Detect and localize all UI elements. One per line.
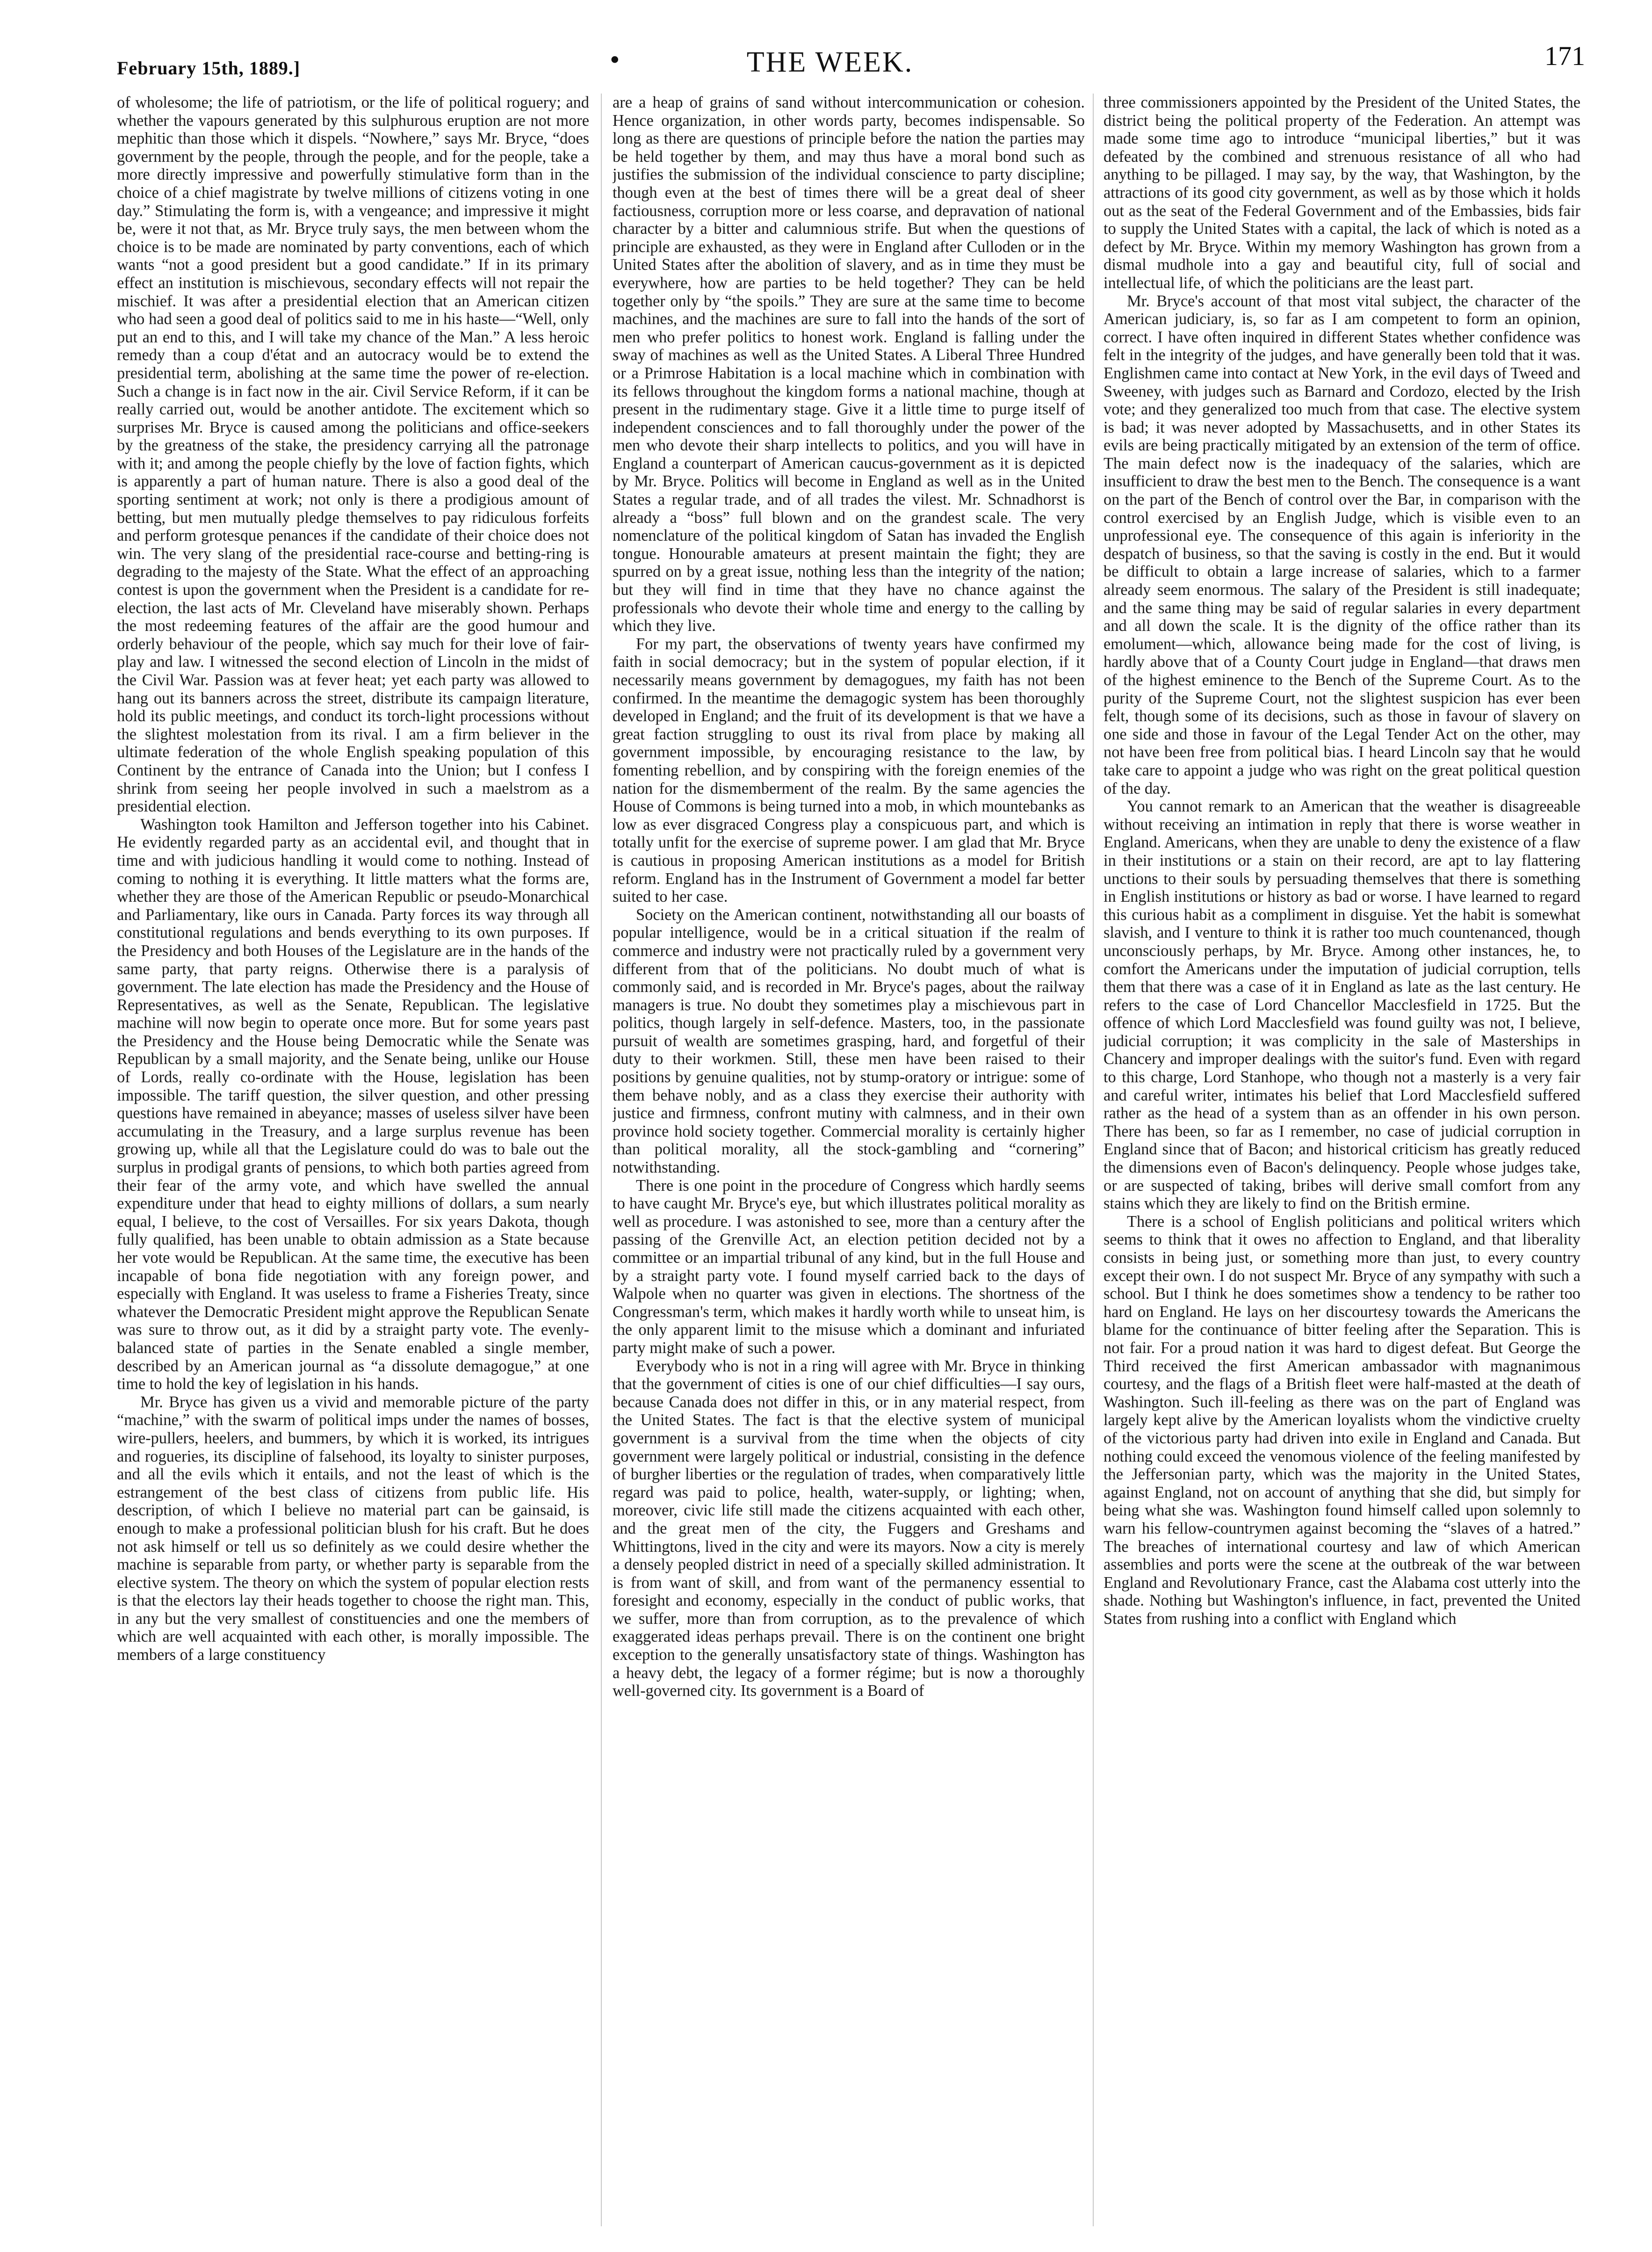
paragraph: Society on the American continent, notwithstanding all our boasts of popular intelligence, would be in a critical situation if the realm of commerce and industry were not practically ruled by a government very different from that of the politicians. No doubt much of what is commonly said, and is recorded in Mr. Bryce's pages, about the railway managers is true. No doubt they sometimes play a mischievous part in politics, though largely in self-defence. Masters, too, in the passionate pursuit of wealth are sometimes grasping, hard, and forgetful of their duty to their workmen. Still, these men have been raised to their positions by genuine qualities, not by stump-oratory or intrigue: some of them behave nobly, and as a class they exercise their authority with justice and firmness, confront mutiny with calmness, and in their own province hold society together. Commercial morality is certainly higher than political morality, all the stock-gambling and “cornering” notwithstanding.: [613, 905, 1085, 1177]
page-number: 171: [1544, 41, 1585, 71]
paragraph: Washington took Hamilton and Jefferson together into his Cabinet. He evidently regarded party as an accidental evil, and thought that in time and with judicious handling it would come to nothing. Instead of coming to nothing it is everything. It little matters what the forms are, whether they are those of the American Republic or pseudo-Monarchical and Parliamentary, like ours in Canada. Party forces its way through all constitutional regulations and bends everything to its own purposes. If the Presidency and both Houses of the Legislature are in the hands of the same party, that party reigns. Otherwise there is a paralysis of government. The late election has made the Presidency and the House of Representatives, as well as the Senate, Republican. The legislative machine will now begin to operate once more. But for some years past the Presidency and the House being Democratic while the Senate was Republican by a small majority, and the Senate being, unlike our House of Lords, really co-ordinate with the House, legislation has been impossible. The tariff question, the silver question, and other pressing questions have remained in abeyance; masses of useless silver have been accumulating in the Treasury, and a large surplus revenue has been growing up, while all that the Legislature could do was to bale out the surplus in prodigal grants of pensions, to which both parties agreed from their fear of the army vote, and which have swelled the annual expenditure under that head to eighty millions of dollars, a sum nearly equal, I believe, to the cost of Versailles. For six years Dakota, though fully qualified, has been unable to obtain admission as a State because her vote would be Republican. At the same time, the executive has been incapable of bona fide negotiation with any foreign power, and especially with England. It was useless to frame a Fisheries Treaty, since whatever the Democratic President might approve the Republican Senate was sure to throw out, as it did by a straight party vote. The evenly-balanced state of parties in the Senate enabled a single member, described by an American journal as “a dissolute demagogue,” at one time to hold the key of legislation in his hands.: [117, 815, 589, 1393]
publication-title: THE WEEK.: [746, 46, 914, 78]
paragraph: Mr. Bryce's account of that most vital subject, the character of the American judiciary, is, so far as I am competent to form an opinion, correct. I have often inquired in different States whether confidence was felt in the integrity of the judges, and have generally been told that it was. Englishmen came into contact at New York, in the evil days of Tweed and Sweeney, with judges such as Barnard and Cordozo, elected by the Irish vote; and they generalized too much from that case. The elective system is bad; it was never adopted by Massachusetts, and in other States its evils are being practically mitigated by an extension of the term of office. The main defect now is the inadequacy of the salaries, which are insufficient to draw the best men to the Bench. The consequence is a want on the part of the Bench of control over the Bar, in comparison with the control exercised by an English Judge, which is visible even to an unprofessional eye. The consequence of this again is inferiority in the despatch of business, so that the saving is costly in the end. But it would be difficult to obtain a large increase of salaries, which to a farmer already seem enormous. The salary of the President is still inadequate; and the same thing may be said of regular salaries in every department and all down the scale. It is the dignity of the office rather than its emolument—which, allowance being made for the cost of living, is hardly above that of a County Court judge in England—that draws men of the highest eminence to the Bench of the Supreme Court. As to the purity of the Supreme Court, not the slightest suspicion has ever been felt, though some of its decisions, such as those in favour of slavery on one side and those in favour of the Legal Tender Act on the other, may not have been free from political bias. I heard Lincoln say that he would take care to appoint a judge who was right on the great political question of the day.: [1104, 292, 1580, 797]
text-column-middle: [613, 94, 1085, 2217]
paragraph: Mr. Bryce has given us a vivid and memorable picture of the party “machine,” with the swarm of political imps under the names of bosses, wire-pullers, heelers, and bummers, by which it is worked, its intrigues and rogueries, its discipline of falsehood, its loyalty to sinister purposes, and all the evils which it entails, and not the least of which is the estrangement of the best class of citizens from public life. His description, of which I believe no material part can be gainsaid, is enough to make a professional politician blush for his craft. But he does not ask himself or tell us so definitely as we could desire whether the machine is separable from party, or whether party is separable from the elective system. The theory on which the system of popular election rests is that the electors lay their heads together to choose the right man. This, in any but the very smallest of constituencies and one the members of which are well acquainted with each other, is morally impossible. The members of a large constituency: [117, 1393, 589, 1664]
column-divider: [1093, 94, 1094, 2226]
text-column-right: [1104, 94, 1580, 2217]
paragraph: Everybody who is not in a ring will agree with Mr. Bryce in thinking that the government of cities is one of our chief difficulties—I say ours, because Canada does not differ in this, or in any material respect, from the United States. The fact is that the elective system of municipal government is a survival from the time when the objects of city government were largely political or industrial, consisting in the defence of burgher liberties or the regulation of trades, when comparatively little regard was paid to police, health, water-supply, or lighting; when, moreover, civic life still made the citizens acquainted with each other, and the great men of the city, the Fuggers and Greshams and Whittingtons, lived in the city and were its mayors. Now a city is merely a densely peopled district in need of a specially skilled administration. It is from want of skill, and from want of the permanency essential to foresight and economy, especially in the conduct of public works, that we suffer, more than from corruption, as to the prevalence of which exaggerated ideas perhaps prevail. There is on the continent one bright exception to the generally unsatisfactory state of things. Washington has a heavy debt, the legacy of a former régime; but is now a thoroughly well-governed city. Its government is a Board of: [613, 1357, 1085, 1700]
column-divider: [601, 94, 602, 2226]
paragraph: of wholesome; the life of patriotism, or the life of political roguery; and whether the vapours generated by this sulphurous eruption are not more mephitic than those which it dispels. “Nowhere,” says Mr. Bryce, “does government by the people, through the people, and for the people, take a more directly impressive and powerfully stimulative form than in the choice of a chief magistrate by twelve millions of citizens voting in one day.” Stimulating the form is, with a vengeance; and impressive it might be, were it not that, as Mr. Bryce truly says, the men between whom the choice is to be made are nominated by party conventions, each of which wants “not a good president but a good candidate.” If in its primary effect an institution is mischievous, secondary effects will not repair the mischief. It was after a presidential election that an American citizen who had seen a good deal of politics said to me in his haste—“Well, only put an end to this, and I will take my chance of the Man.” A less heroic remedy than a coup d'état and an autocracy would be to extend the presidential term, abolishing at the same time the power of re-election. Such a change is in fact now in the air. Civil Service Reform, if it can be really carried out, would be another antidote. The excitement which so surprises Mr. Bryce is caused among the politicians and office-seekers by the greatness of the stake, the presidency carrying all the patronage with it; and among the people chiefly by the love of faction fights, which is apparently a part of human nature. There is also a good deal of the sporting sentiment at work; not only is there a prodigious amount of betting, but men mutually pledge themselves to pay ridiculous forfeits and perform grotesque penances if the candidate of their choice does not win. The very slang of the presidential race-course and betting-ring is degrading to the majesty of the State. What the effect of an approaching contest is upon the government when the President is a candidate for re-election, the last acts of Mr. Cleveland have miserably shown. Perhaps the most redeeming features of the affair are the good humour and orderly behaviour of the people, which say much for their love of fair-play and law. I witnessed the second election of Lincoln in the midst of the Civil War. Passion was at fever heat; yet each party was allowed to hang out its banners across the street, distribute its campaign literature, hold its public meetings, and conduct its torch-light processions without the slightest molestation from its rival. I am a firm believer in the ultimate federation of the whole English speaking population of this Continent by the entrance of Canada into the Union; but I confess I shrink from seeing her people involved in such a maelstrom as a presidential election.: [117, 94, 589, 816]
paragraph: There is one point in the procedure of Congress which hardly seems to have caught Mr. Bryce's eye, but which illustrates political morality as well as procedure. I was astonished to see, more than a century after the passing of the Grenville Act, an election petition decided not by a committee or an impartial tribunal of any kind, but in the full House and by a straight party vote. I found myself carried back to the days of Walpole when no quarter was given in elections. The shortness of the Congressman's term, which makes it hardly worth while to unseat him, is the only apparent limit to the misuse which a dominant and infuriated party might make of such a power.: [613, 1176, 1085, 1357]
paragraph: three commissioners appointed by the President of the United States, the district being the political property of the Federation. An attempt was made some time ago to introduce “municipal liberties,” but it was defeated by the combined and strenuous resistance of all who had anything to be pillaged. I may say, by the way, that Washington, by the attractions of its good city government, as well as by those which it holds out as the seat of the Federal Government and of the Embassies, bids fair to supply the United States with a capital, the lack of which is noted as a defect by Mr. Bryce. Within my memory Washington has grown from a dismal mudhole into a gay and beautiful city, full of social and intellectual life, of which the politicians are the least part.: [1104, 94, 1580, 292]
paragraph: You cannot remark to an American that the weather is disagreeable without receiving an intimation in reply that there is worse weather in England. Americans, when they are unable to deny the existence of a flaw in their institutions or a stain on their record, are apt to lay flattering unctions to their souls by persuading themselves that there is something in English institutions or history as bad or worse. I have learned to regard this curious habit as a compliment in disguise. Yet the habit is somewhat slavish, and I venture to think it is rather too much countenanced, though unconsciously perhaps, by Mr. Bryce. Among other instances, he, to comfort the Americans under the imputation of judicial corruption, tells them that there was a case of it in England as late as the last century. He refers to the case of Lord Chancellor Macclesfield in 1725. But the offence of which Lord Macclesfield was found guilty was not, I believe, judicial corruption; it was complicity in the sale of Masterships in Chancery and improper dealings with the suitor's fund. Even with regard to this charge, Lord Stanhope, who though not a masterly is a very fair and careful writer, intimates his belief that Lord Macclesfield suffered rather as the head of a system than as an offender in his own person. There has been, so far as I remember, no case of judicial corruption in England since that of Bacon; and historical criticism has greatly reduced the dimensions even of Bacon's delinquency. People whose judges take, or are suspected of taking, bribes will derive small comfort from any stains which they are likely to find on the British ermine.: [1104, 797, 1580, 1213]
paragraph: There is a school of English politicians and political writers which seems to think that it owes no affection to England, and that liberality consists in being just, or something more than just, to every country except their own. I do not suspect Mr. Bryce of any sympathy with such a school. But I think he does sometimes show a tendency to be rather too hard on England. He lays on her discourtesy towards the Americans the blame for the continuance of bitter feeling after the Separation. This is not fair. For a proud nation it was hard to digest defeat. But George the Third received the first American ambassador with magnanimous courtesy, and the flags of a British fleet were half-masted at the death of Washington. Such ill-feeling as there was on the part of England was largely kept alive by the American loyalists whom the vindictive cruelty of the victorious party had driven into exile in England and Canada. But nothing could exceed the venomous violence of the feeling manifested by the Jeffersonian party, which was the majority in the United States, against England, not on account of anything that she did, but simply for being what she was. Washington found himself called upon solemnly to warn his fellow-countrymen against becoming the “slaves of a hatred.” The breaches of international courtesy and law of which American assemblies and ports were the scene at the outbreak of the war between England and Revolutionary France, cast the Alabama cost utterly into the shade. Nothing but Washington's influence, in fact, prevented the United States from rushing into a conflict with England which: [1104, 1212, 1580, 1628]
header-bullet: •: [608, 47, 622, 74]
paragraph: are a heap of grains of sand without intercommunication or cohesion. Hence organization, in other words party, becomes indispensable. So long as there are questions of principle before the nation the parties may be held together by them, and may thus have a moral bond such as justifies the submission of the individual conscience to party discipline; though even at the best of times there will be a great deal of sheer factiousness, corruption more or less coarse, and depravation of national character by a bitter and calumnious strife. But when the questions of principle are exhausted, as they were in England after Culloden or in the United States after the abolition of slavery, and as in time they must be everywhere, how are parties to be held together? They can be held together only by “the spoils.” They are sure at the same time to become machines, and the machines are sure to fall into the hands of the sort of men who prefer politics to honest work. England is falling under the sway of machines as well as the United States. A Liberal Three Hundred or a Primrose Habitation is a local machine which in combination with its fellows throughout the kingdom forms a national machine, though at present in the rudimentary stage. Give it a little time to purge itself of independent consciences and to fall thoroughly under the power of the men who devote their sharp intellects to politics, and you will have in England a counterpart of American caucus-government as it is depicted by Mr. Bryce. Politics will become in England as well as in the United States a regular trade, and of all trades the vilest. Mr. Schnadhorst is already a “boss” full blown and on the grandest scale. The very nomenclature of the political kingdom of Satan has invaded the English tongue. Honourable amateurs at present maintain the fight; they are spurred on by a great issue, nothing less than the integrity of the nation; but they will find in time that they have no chance against the professionals who devote their whole time and energy to the calling by which they live.: [613, 94, 1085, 635]
text-column-left: [117, 94, 589, 2217]
issue-date: February 15th, 1889.]: [117, 58, 301, 79]
page-header: [42, 37, 1618, 84]
paragraph: For my part, the observations of twenty years have confirmed my faith in social democracy; but in the system of popular election, if it necessarily means government by demagogues, my faith has not been confirmed. In the meantime the demagogic system has been thoroughly developed in England; and the fruit of its development is that we have a great faction struggling to oust its rival from place by making all government impossible, by encouraging resistance to the law, by fomenting rebellion, and by conspiring with the foreign enemies of the nation for the dismemberment of the realm. By the same agencies the House of Commons is being turned into a mob, in which mountebanks as low as ever disgraced Congress play a conspicuous part, and which is totally unfit for the exercise of supreme power. I am glad that Mr. Bryce is cautious in proposing American institutions as a model for British reform. England has in the Instrument of Government a model far better suited to her case.: [613, 635, 1085, 906]
